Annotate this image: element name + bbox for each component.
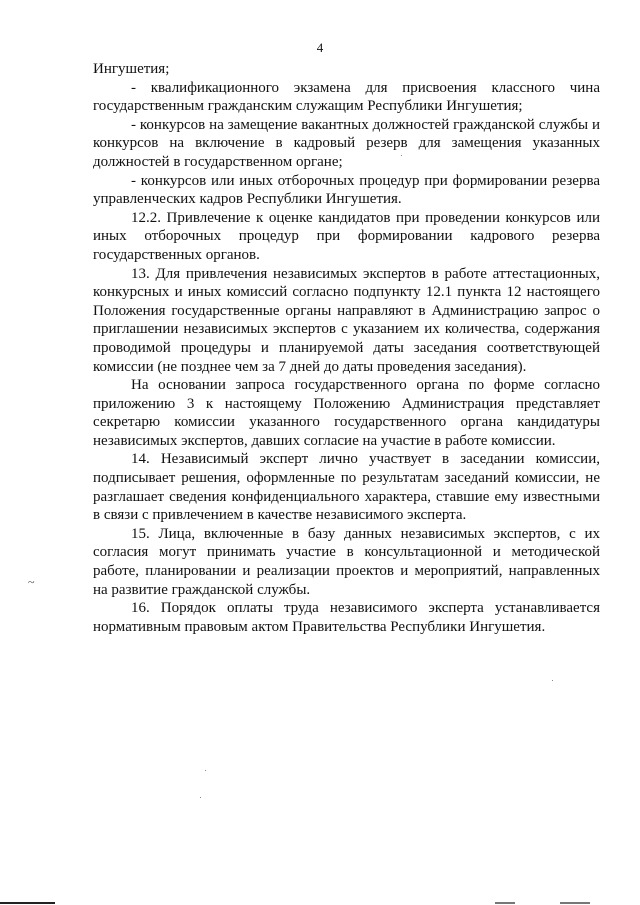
paragraph-2: - конкурсов на замещение вакантных должностей гражданской службы и конкурсов на включение в кадровый резерв для замещения указанных должностей в государственном органе; — [93, 116, 600, 170]
document-body — [93, 60, 600, 636]
paragraph-7: 14. Независимый эксперт лично участвует в заседании комиссии, подписывает решения, оформленные по результатам заседаний комиссии, не разглашает сведения конфиденциального характера, ставшие ему известными в связи с привлечением в качестве независимого эксперта. — [93, 451, 600, 524]
scan-speck — [205, 770, 206, 771]
paragraph-0: Ингушетия; — [93, 61, 170, 77]
paragraph-1: - квалификационного экзамена для присвоения классного чина государственным гражданским служащим Республики Ингушетия; — [93, 79, 600, 115]
paragraph-4: 12.2. Привлечение к оценке кандидатов при проведении конкурсов или иных отборочных процедур при формировании кадрового резерва государственных органов. — [93, 209, 600, 263]
paragraph-5: 13. Для привлечения независимых экспертов в работе аттестационных, конкурсных и иных комиссий согласно подпункту 12.1 пункта 12 настоящего Положения государственные органы направляют в Администрацию запрос о приглашении независимых экспертов с указанием их количества, содержания проводимой процедуры и планируемой даты заседания соответствующей комиссии (не позднее чем за 7 дней до даты проведения заседания). — [93, 265, 600, 375]
scan-edge-segment — [495, 902, 515, 904]
paragraph-9: 16. Порядок оплаты труда независимого эксперта устанавливается нормативным правовым актом Правительства Республики Ингушетия. — [93, 600, 600, 635]
scan-speck — [552, 680, 553, 681]
margin-scribble: ~ — [28, 575, 35, 589]
scan-speck — [200, 797, 201, 798]
scan-speck — [401, 155, 402, 156]
paragraph-8: 15. Лица, включенные в базу данных независимых экспертов, с их согласия могут принимать участие в консультационной и методической работе, планировании и реализации проектов и мероприятий, направленных на развитие гражданской службы. — [93, 525, 600, 598]
scan-edge-segment — [560, 902, 590, 904]
scan-edge-segment — [0, 902, 55, 904]
paragraph-6: На основании запроса государственного органа по форме согласно приложению 3 к настоящему Положению Администрация представляет секретарю комиссии указанного государственного органа кандидатуры независимых экспертов, давших согласие на участие в работе комиссии. — [93, 377, 600, 449]
page-number: 4 — [316, 40, 324, 55]
paragraph-3: - конкурсов или иных отборочных процедур при формировании резерва управленческих кадров Республики Ингушетия. — [93, 172, 600, 208]
scan-bottom-edge — [0, 901, 640, 905]
